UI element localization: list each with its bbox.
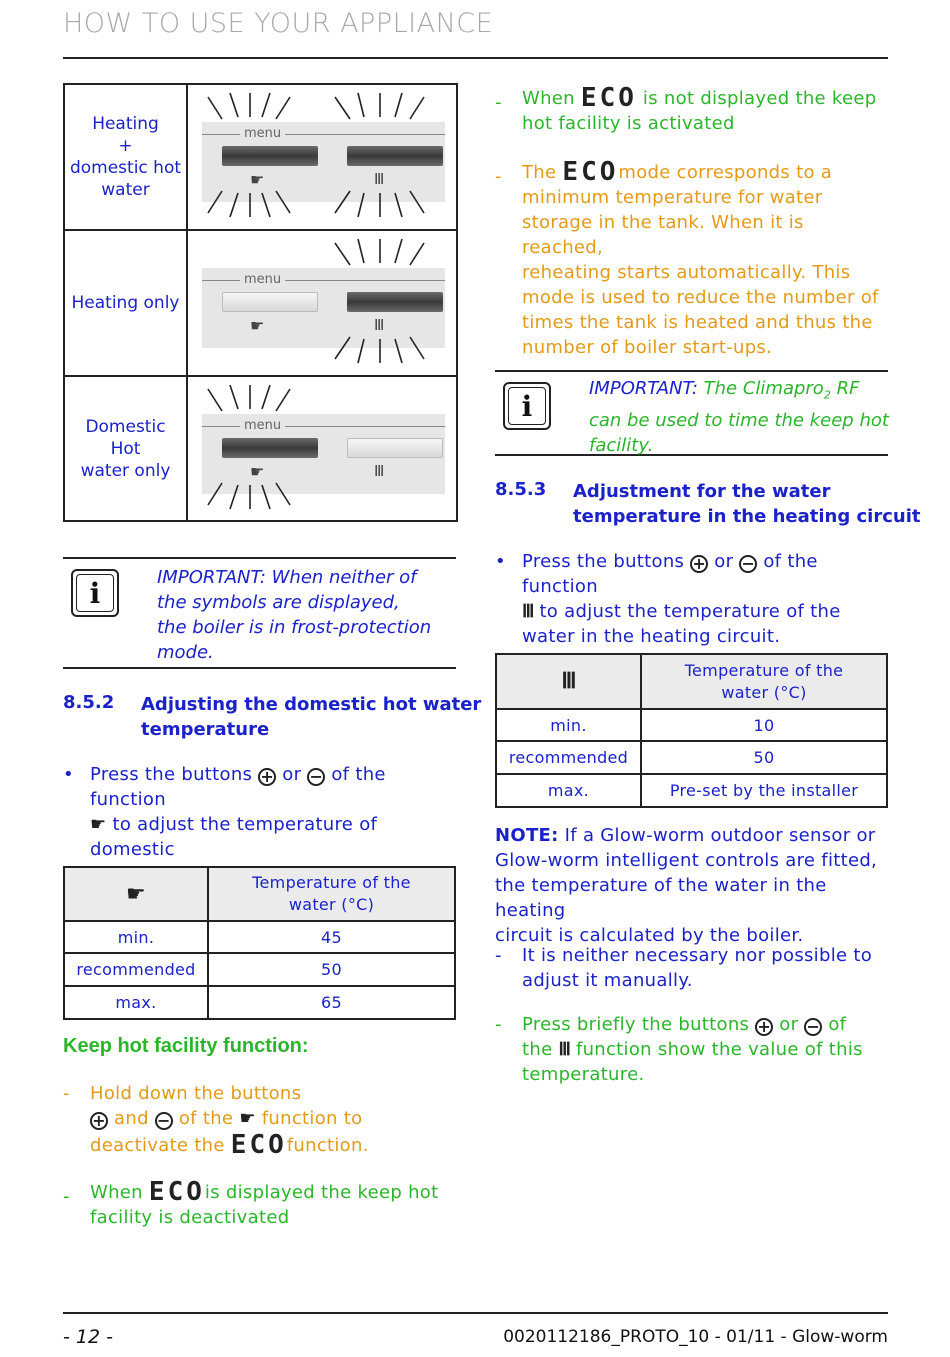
eco-display-icon: ECO	[230, 1130, 287, 1160]
section-number: 8.5.2	[63, 692, 115, 713]
radiator-icon: Ⅲ	[496, 654, 641, 709]
minus-button-icon: −	[739, 555, 757, 573]
footer-rule	[63, 1312, 888, 1314]
radiator-icon: Ⅲ	[374, 316, 385, 334]
tap-icon: ☛	[90, 814, 107, 835]
eco-not-displayed-item: - When ECO is not displayed the keep hot facility is activated	[495, 83, 877, 134]
info-text: IMPORTANT: The Climapro$_2$ RF can be used to time the keep hot facility.	[589, 378, 889, 456]
table-row: recommended 50	[496, 741, 887, 774]
menu-label: menu	[240, 126, 285, 141]
heating-temp-table	[495, 653, 888, 808]
mode-label: Heating + domestic hot water	[65, 85, 188, 229]
note-paragraph: NOTE: If a Glow-worm outdoor sensor or Glow-worm intelligent controls are fitted, the temperature of the water in the heating circuit is calculated by the boiler.	[495, 825, 878, 946]
panel-illustration	[190, 85, 456, 229]
tap-icon: ☛	[250, 316, 265, 335]
bullet-heating-adjust: • Press the buttons + or − of the function Ⅲ to adjust the temperature of the water in the heating circuit.	[495, 551, 841, 647]
table-header: Temperature of the water (°C)	[208, 867, 455, 921]
panel-illustration	[190, 377, 456, 520]
mode-label: Domestic Hot water only	[65, 377, 188, 520]
table-row: max. Pre-set by the installer	[496, 774, 887, 807]
minus-button-icon: −	[155, 1112, 173, 1130]
radiator-icon: Ⅲ	[558, 1039, 570, 1060]
menu-label: menu	[240, 418, 285, 433]
panel-illustration	[190, 231, 456, 375]
mode-row-dhw-only	[65, 377, 456, 520]
minus-button-icon: −	[804, 1018, 822, 1036]
keep-hot-item-1: - Hold down the buttons + and − of the ☛ function to deactivate the ECOfunction.	[63, 1083, 369, 1160]
keep-hot-title: Keep hot facility function:	[63, 1035, 309, 1057]
document-reference: 0020112186_PROTO_10 - 01/11 - Glow-worm	[503, 1327, 888, 1347]
tap-icon: ☛	[239, 1108, 256, 1129]
flash-rays-icon	[190, 85, 456, 231]
mode-label: Heating only	[65, 231, 188, 375]
header-rule	[63, 57, 888, 59]
eco-display-icon: ECO	[562, 157, 619, 187]
page-header-title: HOW TO USE YOUR APPLIANCE	[63, 8, 494, 39]
page-number: - 12 -	[63, 1326, 113, 1348]
plus-button-icon: +	[690, 555, 708, 573]
info-box-climapro	[495, 370, 888, 456]
mode-table	[63, 83, 458, 522]
section-number: 8.5.3	[495, 479, 547, 500]
tap-icon: ☛	[250, 462, 265, 481]
mode-row-heating-dhw	[65, 85, 456, 231]
table-row: max. 65	[64, 986, 455, 1019]
section-title: Adjusting the domestic hot water temperature	[141, 694, 482, 740]
plus-button-icon: +	[755, 1018, 773, 1036]
flash-rays-icon	[190, 231, 456, 377]
eco-mode-item: - The ECOmode corresponds to a minimum temperature for water storage in the tank. When it is reached, reheating starts automatically. This mode is used to reduce the number of times the tank is heated and thus the number of boiler start-ups.	[495, 157, 879, 358]
plus-button-icon: +	[258, 768, 276, 786]
radiator-icon: Ⅲ	[374, 462, 385, 480]
table-row: min. 10	[496, 709, 887, 741]
radiator-icon: Ⅲ	[522, 601, 534, 622]
plus-button-icon: +	[90, 1112, 108, 1130]
radiator-icon: Ⅲ	[374, 170, 385, 188]
tap-icon: ☛	[250, 170, 265, 189]
mode-row-heating-only	[65, 231, 456, 377]
manual-adjust-item: - It is neither necessary nor possible to adjust it manually.	[495, 945, 873, 991]
table-row: min. 45	[64, 921, 455, 953]
keep-hot-item-2: - When ECOis displayed the keep hot facility is deactivated	[63, 1177, 439, 1228]
bullet-dhw-adjust: • Press the buttons + or − of the function ☛ to adjust the temperature of domestic	[63, 764, 386, 860]
dhw-temp-table	[63, 866, 456, 1020]
eco-display-icon: ECO	[580, 83, 637, 113]
menu-label: menu	[240, 272, 285, 287]
info-icon: i	[503, 382, 551, 430]
minus-button-icon: −	[307, 768, 325, 786]
info-box-frost	[63, 557, 456, 669]
flash-rays-icon	[190, 377, 456, 520]
show-value-item: - Press briefly the buttons + or − of the Ⅲ function show the value of this temperature.	[495, 1014, 863, 1085]
tap-icon: ☛	[64, 867, 208, 921]
info-icon: i	[71, 569, 119, 617]
eco-display-icon: ECO	[148, 1177, 205, 1207]
section-title: Adjustment for the water temperature in the heating circuit	[573, 481, 921, 527]
table-header: Temperature of the water (°C)	[641, 654, 887, 709]
table-row: recommended 50	[64, 953, 455, 986]
info-text: IMPORTANT: When neither of the symbols are displayed, the boiler is in frost-protection mode.	[157, 567, 432, 663]
